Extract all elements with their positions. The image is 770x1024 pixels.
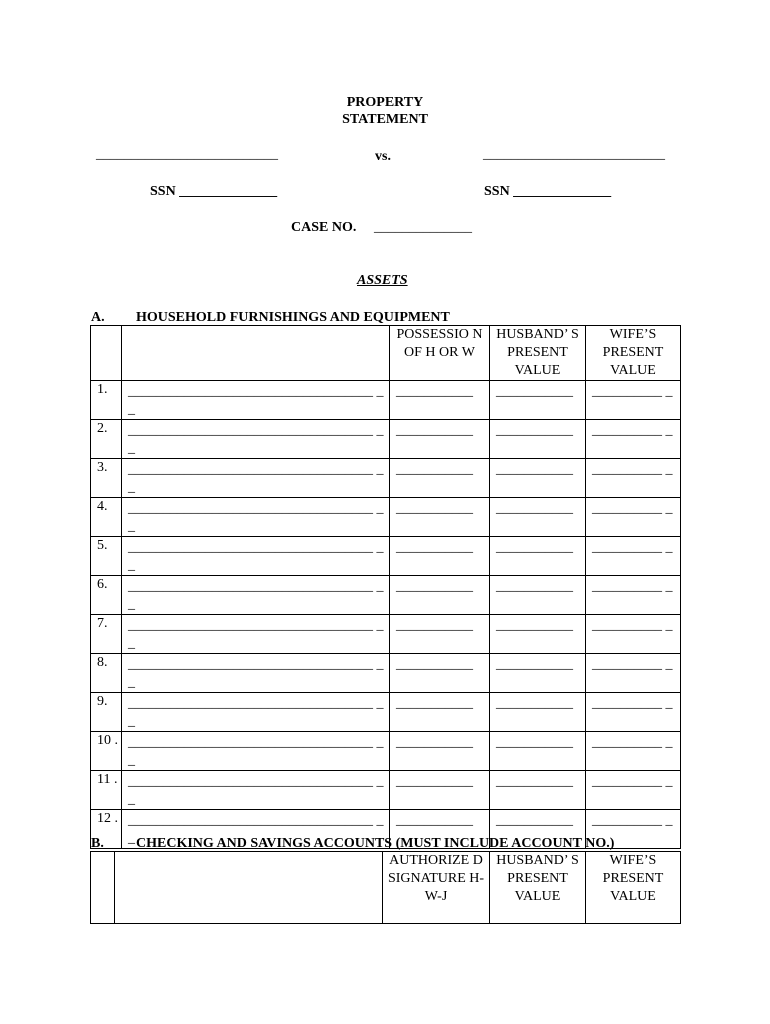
possession-field[interactable]: ___________	[390, 381, 490, 420]
wife-value-field[interactable]: __________ _	[586, 420, 681, 459]
wife-value-field[interactable]: __________ _	[586, 732, 681, 771]
item-description-field[interactable]: ___________________________________ __	[122, 381, 390, 420]
possession-field[interactable]: ___________	[390, 498, 490, 537]
table-row	[91, 771, 681, 810]
husband-value-field[interactable]: ___________	[490, 537, 586, 576]
row-number: 3.	[91, 459, 122, 498]
item-description-field[interactable]: ___________________________________ __	[122, 420, 390, 459]
row-number: 11 .	[91, 771, 122, 810]
table-row	[91, 459, 681, 498]
item-description-field[interactable]: ___________________________________ __	[122, 576, 390, 615]
row-number: 2.	[91, 420, 122, 459]
header-number-cell	[91, 326, 122, 381]
row-number: 10 .	[91, 732, 122, 771]
wife-value-field[interactable]: __________ _	[586, 693, 681, 732]
row-number: 6.	[91, 576, 122, 615]
item-description-field[interactable]: ___________________________________ __	[122, 537, 390, 576]
table-row	[91, 576, 681, 615]
header-wife-value: WIFE’S PRESENT VALUE	[586, 326, 681, 381]
accounts-number-cell	[91, 852, 115, 924]
vs-label: vs.	[375, 149, 391, 164]
husband-value-field[interactable]: ___________	[490, 576, 586, 615]
wife-value-field[interactable]: __________ _	[586, 459, 681, 498]
table-row	[91, 381, 681, 420]
accounts-header-row	[91, 852, 681, 924]
wife-value-field[interactable]: __________ _	[586, 381, 681, 420]
header-description-cell	[122, 326, 390, 381]
row-number: 1.	[91, 381, 122, 420]
wife-value-field[interactable]: __________ _	[586, 654, 681, 693]
table-row	[91, 498, 681, 537]
possession-field[interactable]: ___________	[390, 537, 490, 576]
case-no-label: CASE NO.	[291, 220, 357, 235]
husband-value-field[interactable]: ___________	[490, 381, 586, 420]
possession-field[interactable]: ___________	[390, 420, 490, 459]
husband-value-field[interactable]: ___________	[490, 498, 586, 537]
item-description-field[interactable]: ___________________________________ __	[122, 498, 390, 537]
husband-value-field[interactable]: ___________	[490, 771, 586, 810]
husband-value-field[interactable]: ___________	[490, 810, 586, 849]
assets-heading: ASSETS	[357, 273, 408, 288]
header-husband-value: HUSBAND’ S PRESENT VALUE	[490, 326, 586, 381]
possession-field[interactable]: ___________	[390, 810, 490, 849]
item-description-field[interactable]: ___________________________________ __	[122, 771, 390, 810]
table-row	[91, 654, 681, 693]
ssn-right-field[interactable]: SSN ______________	[484, 184, 612, 199]
possession-field[interactable]: ___________	[390, 771, 490, 810]
wife-value-field[interactable]: __________ _	[586, 615, 681, 654]
possession-field[interactable]: ___________	[390, 576, 490, 615]
wife-value-field[interactable]: __________ _	[586, 576, 681, 615]
section-a-title: HOUSEHOLD FURNISHINGS AND EQUIPMENT	[136, 310, 450, 325]
row-number: 7.	[91, 615, 122, 654]
wife-value-field[interactable]: __________ _	[586, 771, 681, 810]
accounts-description-cell	[115, 852, 383, 924]
header-possession: POSSESSIO N OF H OR W	[390, 326, 490, 381]
item-description-field[interactable]: ___________________________________ __	[122, 810, 390, 849]
party-left-blank[interactable]: __________________________	[96, 147, 278, 162]
header-wife-value-b: WIFE’S PRESENT VALUE	[586, 852, 681, 924]
husband-value-field[interactable]: ___________	[490, 732, 586, 771]
form-title-line-2: STATEMENT	[342, 112, 428, 127]
possession-field[interactable]: ___________	[390, 732, 490, 771]
table-row	[91, 615, 681, 654]
husband-value-field[interactable]: ___________	[490, 615, 586, 654]
section-a-letter: A.	[91, 310, 105, 325]
table-row	[91, 420, 681, 459]
husband-value-field[interactable]: ___________	[490, 420, 586, 459]
husband-value-field[interactable]: ___________	[490, 654, 586, 693]
table-row	[91, 537, 681, 576]
household-table	[90, 325, 681, 849]
item-description-field[interactable]: ___________________________________ __	[122, 459, 390, 498]
row-number: 5.	[91, 537, 122, 576]
possession-field[interactable]: ___________	[390, 615, 490, 654]
header-husband-value-b: HUSBAND’ S PRESENT VALUE	[490, 852, 586, 924]
husband-value-field[interactable]: ___________	[490, 693, 586, 732]
row-number: 12 .	[91, 810, 122, 849]
accounts-table	[90, 851, 681, 924]
possession-field[interactable]: ___________	[390, 459, 490, 498]
item-description-field[interactable]: ___________________________________ __	[122, 615, 390, 654]
case-no-blank[interactable]: ______________	[374, 220, 472, 235]
ssn-left-field[interactable]: SSN ______________	[150, 184, 278, 199]
form-title-line-1: PROPERTY	[346, 95, 424, 110]
row-number: 8.	[91, 654, 122, 693]
husband-value-field[interactable]: ___________	[490, 459, 586, 498]
header-authorized-signature: AUTHORIZE D SIGNATURE H-W-J	[383, 852, 490, 924]
section-b-letter: B.	[91, 836, 104, 851]
possession-field[interactable]: ___________	[390, 654, 490, 693]
table-header-row	[91, 326, 681, 381]
row-number: 9.	[91, 693, 122, 732]
item-description-field[interactable]: ___________________________________ __	[122, 654, 390, 693]
item-description-field[interactable]: ___________________________________ __	[122, 732, 390, 771]
section-b-title: CHECKING AND SAVINGS ACCOUNTS (MUST INCLUDE ACCOUNT NO.)	[136, 836, 615, 851]
party-right-blank[interactable]: __________________________	[483, 147, 665, 162]
wife-value-field[interactable]: __________ _	[586, 810, 681, 849]
possession-field[interactable]: ___________	[390, 693, 490, 732]
item-description-field[interactable]: ___________________________________ __	[122, 693, 390, 732]
wife-value-field[interactable]: __________ _	[586, 498, 681, 537]
table-row	[91, 693, 681, 732]
table-row	[91, 732, 681, 771]
wife-value-field[interactable]: __________ _	[586, 537, 681, 576]
row-number: 4.	[91, 498, 122, 537]
